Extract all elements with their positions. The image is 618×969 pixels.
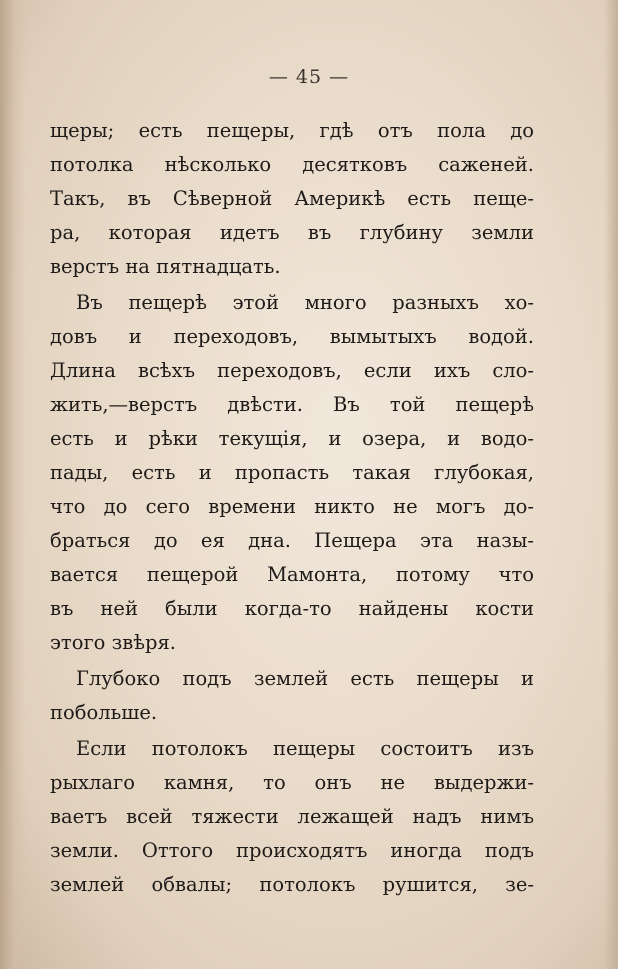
text-line: въ ней были когда-то найдены кости: [50, 597, 534, 620]
text-line: браться до ея дна. Пещера эта назы-: [50, 529, 534, 552]
text-line: ра, которая идетъ въ глубину земли: [50, 221, 534, 244]
text-line: Длина всѣхъ переходовъ, если ихъ сло-: [50, 359, 534, 382]
text-line: пады, есть и пропасть такая глубокая,: [50, 461, 534, 484]
paragraph-4: [50, 732, 534, 902]
text-line: земли. Оттого происходятъ иногда подъ: [50, 839, 534, 862]
text-line: жить,—верстъ двѣсти. Въ той пещерѣ: [50, 393, 534, 416]
text-line: щеры; есть пещеры, гдѣ отъ пола до: [50, 119, 534, 142]
text-line: Если потолокъ пещеры состоитъ изъ: [76, 737, 534, 760]
text-line: Глубоко подъ землей есть пещеры и: [76, 667, 534, 690]
text-line: побольше.: [50, 701, 158, 724]
paragraph-1: [50, 114, 534, 284]
text-line: есть и рѣки текущія, и озера, и водо-: [50, 427, 534, 450]
text-line: что до сего времени никто не могъ до-: [50, 495, 534, 518]
page-number: — 45 —: [268, 66, 350, 88]
text-line: довъ и переходовъ, вымытыхъ водой.: [50, 325, 534, 348]
text-line: этого звѣря.: [50, 631, 176, 654]
text-line: Въ пещерѣ этой много разныхъ хо-: [76, 291, 534, 314]
text-line: Такъ, въ Сѣверной Америкѣ есть пеще-: [50, 187, 534, 210]
paragraph-2: [50, 286, 534, 660]
paragraph-3: [50, 662, 534, 730]
body-text: [50, 114, 534, 902]
text-line: верстъ на пятнадцать.: [50, 255, 281, 278]
text-line: землей обвалы; потолокъ рушится, зе-: [50, 873, 534, 896]
text-line: ваетъ всей тяжести лежащей надъ нимъ: [50, 805, 534, 828]
text-line: потолка нѣсколько десятковъ саженей.: [50, 153, 534, 176]
text-line: вается пещерой Мамонта, потому что: [50, 563, 534, 586]
text-line: рыхлаго камня, то онъ не выдержи-: [50, 771, 534, 794]
